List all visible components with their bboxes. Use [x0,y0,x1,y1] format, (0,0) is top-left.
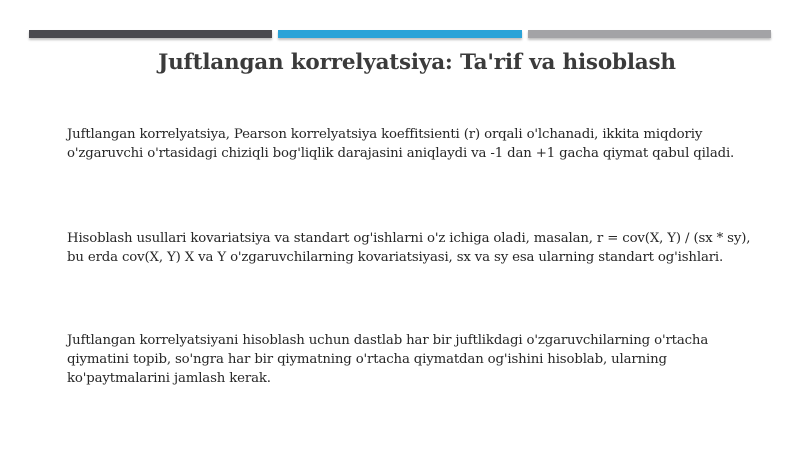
header-decoration-bars [29,30,771,38]
decoration-bar-blue [278,30,522,38]
decoration-bar-gray [528,30,771,38]
body-paragraph-formula: Hisoblash usullari kovariatsiya va standart og'ishlarni o'z ichiga oladi, masalan, r = cov(X, Y) / (sx * sy), bu erda cov(X, Y) X va Y o'zgaruvchilarning kovariatsiyasi, sx va sy esa ularning standart og'ishlari. [67,231,751,265]
body-paragraph-procedure: Juftlangan korrelyatsiyani hisoblash uchun dastlab har bir juftlikdagi o'zgaruvchilarning o'rtacha qiymatini topib, so'ngra har bir qiymatning o'rtacha qiymatdan og'ishini hisoblab, ularning ko'paytmalarini jamlash kerak. [67,333,709,386]
slide-title: Juftlangan korrelyatsiya: Ta'rif va hisoblash [158,50,676,75]
body-paragraph-definition: Juftlangan korrelyatsiya, Pearson korrelyatsiya koeffitsienti (r) orqali o'lchanadi, ikkita miqdoriy o'zgaruvchi o'rtasidagi chiziqli bog'liqlik darajasini aniqlaydi va -1 dan +1 gacha qiymat qabul qiladi. [67,127,735,161]
decoration-bar-dark [29,30,272,38]
